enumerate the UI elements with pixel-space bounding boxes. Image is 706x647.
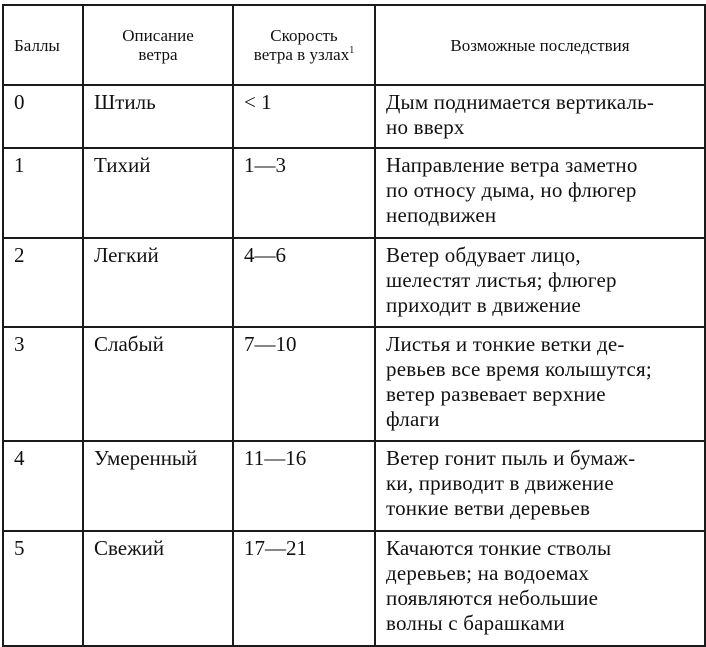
consequence-line: флаги — [386, 407, 440, 431]
header-speed: Скорость ветра в узлах$^1$ — [233, 5, 375, 85]
cell-speed: 4—6 — [233, 238, 375, 327]
consequence-line: деревьев; на водоемах — [386, 561, 590, 585]
consequence-line: Направление ветра заметно — [386, 153, 638, 177]
consequence-line: Ветер гонит пыль и бумаж- — [386, 446, 636, 470]
table-body — [3, 85, 705, 646]
cell-speed: < 1 — [233, 85, 375, 148]
cell-speed: 17—21 — [233, 531, 375, 646]
cell-score: 4 — [3, 441, 83, 531]
cell-consequences — [375, 148, 705, 238]
cell-score: 2 — [3, 238, 83, 327]
beaufort-table — [2, 4, 706, 647]
cell-description: Легкий — [83, 238, 233, 327]
table-row — [3, 441, 705, 531]
table-row — [3, 148, 705, 238]
consequence-line: приходит в движение — [386, 293, 582, 317]
consequence-line: Листья и тонкие ветки де- — [386, 332, 625, 356]
cell-speed: 1—3 — [233, 148, 375, 238]
cell-description: Слабый — [83, 327, 233, 441]
cell-score: 0 — [3, 85, 83, 148]
consequence-line: волны с барашками — [386, 611, 565, 635]
cell-description: Штиль — [83, 85, 233, 148]
table-row — [3, 238, 705, 327]
header-consequences: Возможные последствия — [375, 5, 705, 85]
cell-speed: 7—10 — [233, 327, 375, 441]
table-row — [3, 327, 705, 441]
consequence-line: ки, приводит в движение — [386, 471, 614, 495]
header-score: Баллы — [3, 5, 83, 85]
consequence-line: неподвижен — [386, 203, 497, 227]
cell-consequences — [375, 327, 705, 441]
footnote-marker: 1 — [349, 45, 355, 56]
cell-description: Свежий — [83, 531, 233, 646]
cell-description: Умеренный — [83, 441, 233, 531]
consequence-line: Дым поднимается вертикаль- — [386, 90, 655, 114]
table-header — [3, 5, 705, 85]
consequence-line: ветер развевает верхние — [386, 382, 606, 406]
cell-description: Тихий — [83, 148, 233, 238]
cell-score: 5 — [3, 531, 83, 646]
consequence-line: шелестят листья; флюгер — [386, 268, 617, 292]
cell-speed: 11—16 — [233, 441, 375, 531]
cell-score: 3 — [3, 327, 83, 441]
consequence-line: по относу дыма, но флюгер — [386, 178, 637, 202]
consequence-line: появляются небольшие — [386, 586, 599, 610]
header-description: Описание ветра — [83, 5, 233, 85]
cell-score: 1 — [3, 148, 83, 238]
cell-consequences — [375, 238, 705, 327]
consequence-line: Ветер обдувает лицо, — [386, 243, 581, 267]
table-row — [3, 531, 705, 646]
consequence-line: ревьев все время колышутся; — [386, 357, 652, 381]
consequence-line: но вверх — [386, 115, 465, 139]
consequence-line: тонкие ветви деревьев — [386, 496, 591, 520]
cell-consequences — [375, 85, 705, 148]
cell-consequences — [375, 441, 705, 531]
consequence-line: Качаются тонкие стволы — [386, 536, 612, 560]
table-row — [3, 85, 705, 148]
cell-consequences — [375, 531, 705, 646]
